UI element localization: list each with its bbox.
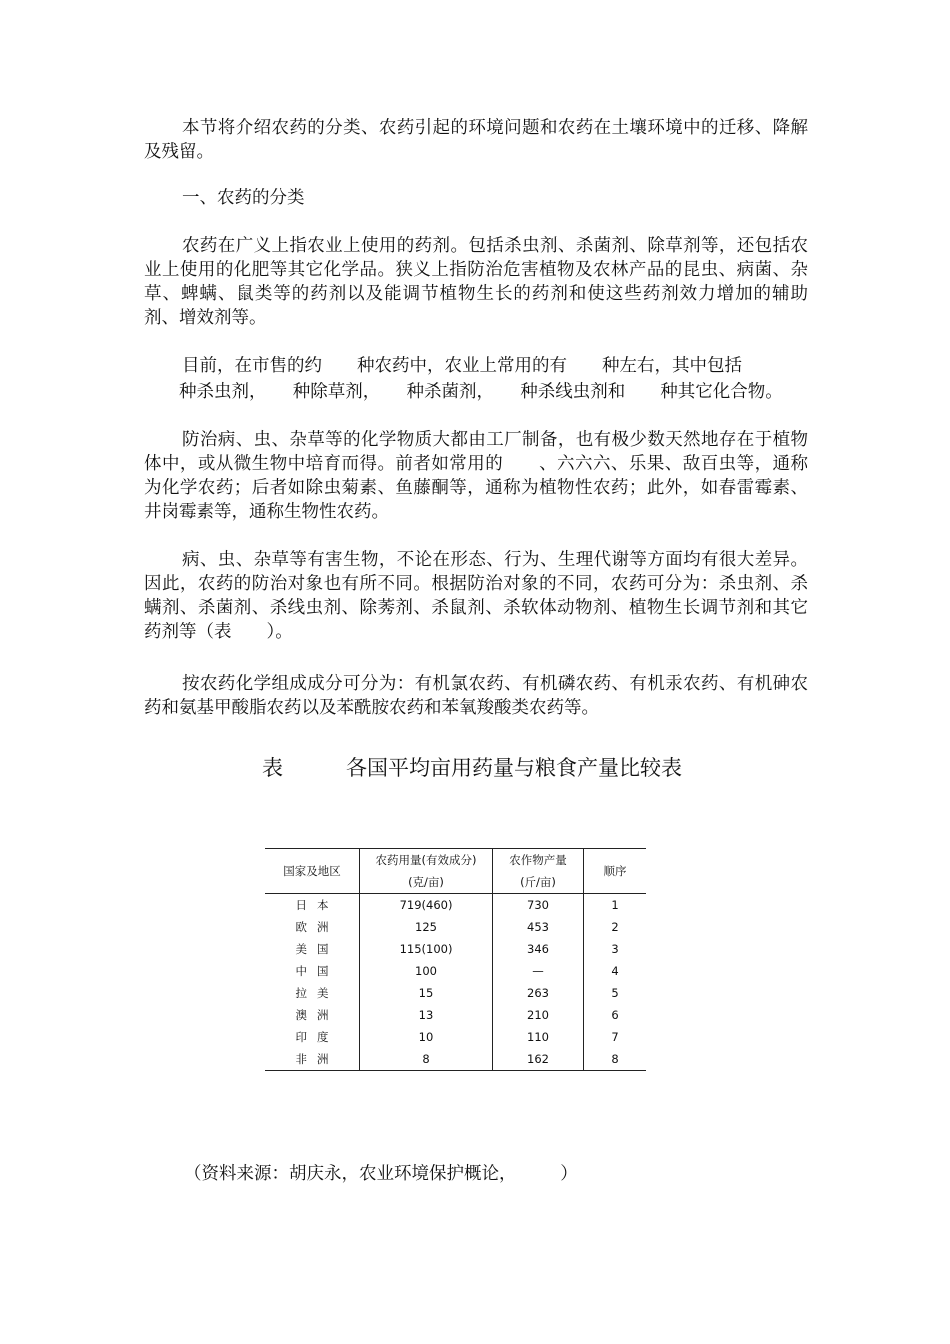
pesticide-cell: 10 <box>360 1026 493 1048</box>
pesticide-cell: 100 <box>360 960 493 982</box>
rank-cell: 2 <box>584 916 647 938</box>
pesticide-cell: 719(460) <box>360 894 493 917</box>
rank-cell: 1 <box>584 894 647 917</box>
table-row <box>265 1048 646 1071</box>
rank-cell: 7 <box>584 1026 647 1048</box>
rank-cell: 3 <box>584 938 647 960</box>
rank-cell: 6 <box>584 1004 647 1026</box>
section-heading: 一、农药的分类 <box>182 188 305 208</box>
intro-paragraph: 本节将介绍农药的分类、农药引起的环境问题和农药在土壤环境中的迁移、降解及残留。 <box>144 118 808 162</box>
table-row <box>265 916 646 938</box>
region-cell: 日本 <box>295 898 339 912</box>
region-cell: 中国 <box>295 964 339 978</box>
header-pesticide: 农药用量(有效成分) <box>360 849 493 872</box>
region-cell: 拉美 <box>295 986 339 1000</box>
pesticide-cell: 125 <box>360 916 493 938</box>
chemistry-paragraph: 按农药化学组成成分可分为：有机氯农药、有机磷农药、有机汞农药、有机砷农药和氨基甲酸脂农药以及苯酰胺农药和苯氧羧酸类农药等。 <box>144 674 808 718</box>
table-row <box>265 894 646 917</box>
table-row <box>265 1026 646 1048</box>
pesticide-cell: 13 <box>360 1004 493 1026</box>
rank-cell: 4 <box>584 960 647 982</box>
targets-paragraph: 病、虫、杂草等有害生物，不论在形态、行为、生理代谢等方面均有很大差异。因此，农药的防治对象也有所不同。根据防治对象的不同，农药可分为：杀虫剂、杀螨剂、杀菌剂、杀线虫剂、除莠剂、杀鼠剂、杀软体动物剂、植物生长调节剂和其它药剂等（表 ）。 <box>144 550 808 642</box>
region-cell: 非洲 <box>265 1048 360 1071</box>
table-row <box>265 960 646 982</box>
rank-cell: 5 <box>584 982 647 1004</box>
yield-cell: 453 <box>493 916 584 938</box>
yield-cell: 210 <box>493 1004 584 1026</box>
market-paragraph-line2: 种杀虫剂， 种除草剂， 种杀菌剂， 种杀线虫剂和 种其它化合物。 <box>144 382 783 402</box>
market-paragraph-line1: 目前，在市售的约 种农药中，农业上常用的有 种左右，其中包括 <box>182 356 742 376</box>
header-yield: 农作物产量 <box>493 849 584 872</box>
yield-cell: — <box>493 960 584 982</box>
rank-cell: 8 <box>584 1048 647 1071</box>
yield-cell: 346 <box>493 938 584 960</box>
region-cell: 印度 <box>295 1030 339 1044</box>
definition-paragraph: 农药在广义上指农业上使用的药剂。包括杀虫剂、杀菌剂、除草剂等，还包括农业上使用的化肥等其它化学品。狭义上指防治危害植物及农林产品的昆虫、病菌、杂草、蜱螨、鼠类等的药剂以及能调节植物生长的药剂和使这些药剂效力增加的辅助剂、增效剂等。 <box>144 236 808 328</box>
yield-cell: 263 <box>493 982 584 1004</box>
table-row <box>265 1004 646 1026</box>
table-row <box>265 938 646 960</box>
header-rank: 顺序 <box>584 849 647 894</box>
pesticide-cell: 15 <box>360 982 493 1004</box>
region-cell: 澳洲 <box>295 1008 339 1022</box>
pesticide-cell: 115(100) <box>360 938 493 960</box>
pesticide-yield-table <box>265 848 646 1071</box>
origin-paragraph: 防治病、虫、杂草等的化学物质大都由工厂制备，也有极少数天然地存在于植物体中，或从微生物中培育而得。前者如常用的 、六六六、乐果、敌百虫等，通称为化学农药；后者如除虫菊素、鱼藤酮等，通称为植物性农药；此外，如春雷霉素、井岗霉素等，通称生物性农药。 <box>144 430 808 522</box>
source-note: （资料来源：胡庆永，农业环境保护概论， ） <box>184 1164 578 1184</box>
header-yield-unit: (斤/亩) <box>493 871 584 894</box>
table-row <box>265 982 646 1004</box>
region-cell: 欧洲 <box>295 920 339 934</box>
pesticide-cell: 8 <box>360 1048 493 1071</box>
table-caption: 表 各国平均亩用药量与粮食产量比较表 <box>262 756 682 780</box>
header-pesticide-unit: (克/亩) <box>360 871 493 894</box>
region-cell: 美国 <box>295 942 339 956</box>
yield-cell: 730 <box>493 894 584 917</box>
yield-cell: 162 <box>493 1048 584 1071</box>
header-region: 国家及地区 <box>265 849 360 894</box>
yield-cell: 110 <box>493 1026 584 1048</box>
